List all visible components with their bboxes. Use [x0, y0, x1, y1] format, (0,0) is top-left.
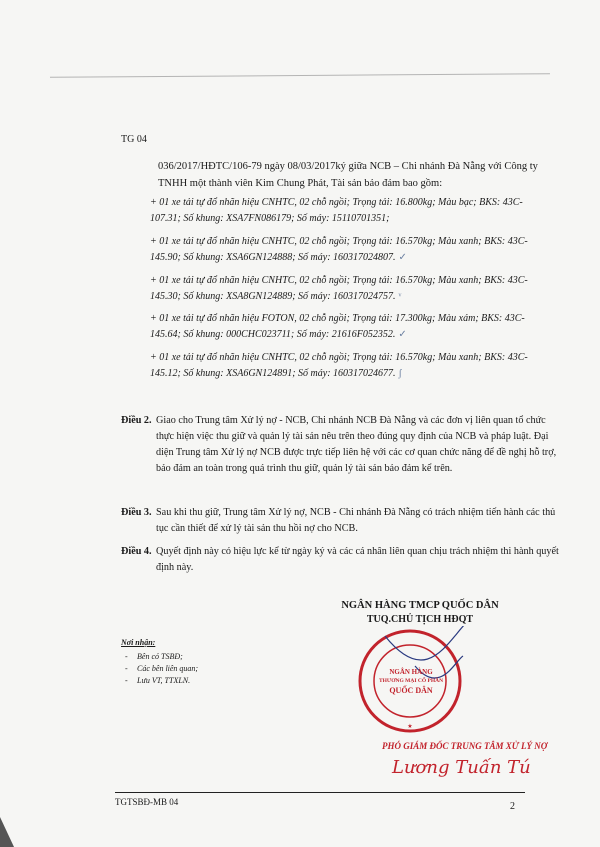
- signature-bank-name: NGÂN HÀNG TMCP QUỐC DÂN: [341, 600, 499, 611]
- recipient-item: - Lưu VT, TTXLN.: [121, 675, 198, 687]
- asset-text: + 01 xe tải tự đổ nhãn hiệu CNHTC, 02 chỗ ngồi; Trọng tải: 16.570kg; Màu xanh; BKS: 43C-145.30; Số khung: XSA8GN124889; Số máy: 160317024757.: [150, 275, 528, 302]
- seal-text: [376, 668, 446, 695]
- check-mark-icon: ᵛ: [398, 290, 402, 302]
- page-number: 2: [510, 801, 515, 812]
- recipients-block: [121, 637, 198, 687]
- recipient-item: - Bên có TSBĐ;: [121, 651, 198, 663]
- footer-code: TGTSBĐ-MB 04: [115, 797, 179, 807]
- asset-text: + 01 xe tải tự đổ nhãn hiệu CNHTC, 02 chỗ ngồi; Trọng tải: 16.800kg; Màu bạc; BKS: 43C-107.31; Số khung: XSA7FN086179; Số máy: 15110701351;: [150, 197, 523, 224]
- asset-text: + 01 xe tải tự đổ nhãn hiệu CNHTC, 02 chỗ ngồi; Trọng tải: 16.570kg; Màu xanh; BKS: 43C-145.12; Số khung: XSA6GN124891; Số máy: 160317024677.: [150, 352, 528, 379]
- scan-artifact-line: [50, 73, 550, 83]
- seal-text-line: THƯƠNG MẠI CỔ PHẦN: [378, 678, 444, 684]
- asset-item: [150, 195, 550, 226]
- signer-name: Lương Tuấn Tú: [392, 757, 531, 778]
- asset-item: [150, 311, 550, 342]
- signer-title: PHÓ GIÁM ĐỐC TRUNG TÂM XỬ LÝ NỢ: [382, 741, 548, 751]
- asset-item: [150, 273, 550, 304]
- asset-text: + 01 xe tải tự đổ nhãn hiệu CNHTC, 02 chỗ ngồi; Trọng tải: 16.570kg; Màu xanh; BKS: 43C-145.90; Số khung: XSA6GN124888; Số máy: 160317024807.: [150, 236, 528, 263]
- recipients-title: Nơi nhận:: [121, 638, 156, 647]
- footer-divider: [115, 792, 525, 793]
- check-mark-icon: ✓: [398, 251, 407, 263]
- article-text: Quyết định này có hiệu lực kể từ ngày ký và các cá nhân liên quan chịu trách nhiệm thi hành quyết định này.: [156, 546, 559, 573]
- asset-item: [150, 234, 550, 265]
- article-3: [121, 505, 561, 537]
- page-corner-shadow: [0, 817, 14, 847]
- asset-text: + 01 xe tải tự đổ nhãn hiệu FOTON, 02 chỗ ngồi; Trọng tải: 17.300kg; Màu xám; BKS: 43C-145.64; Số khung: 000CHC023711; Số máy: 21616F052352.: [150, 313, 525, 340]
- article-label: Điều 2.: [121, 415, 152, 426]
- article-text: Giao cho Trung tâm Xử lý nợ - NCB, Chi nhánh NCB Đà Nẵng và các đơn vị liên quan tổ chức thực hiện việc thu giữ và quản lý tài sản nêu trên theo đúng quy định của NCB và pháp luật. Đại diện Trung tâm Xử lý nợ NCB được trực tiếp liên hệ với các cơ quan chức năng để đề nghị hỗ trợ, bảo đảm an toàn trong quá trình thu giữ, quản lý tài sản bảo đảm kể trên.: [156, 415, 557, 474]
- article-label: Điều 4.: [121, 546, 152, 557]
- recipient-item: - Các bên liên quan;: [121, 663, 198, 675]
- asset-item: [150, 350, 550, 381]
- article-text: Sau khi thu giữ, Trung tâm Xử lý nợ, NCB - Chi nhánh Đà Nẵng có trách nhiệm tiến hành các thủ tục cần thiết để xử lý tài sản thu hồi nợ cho NCB.: [156, 507, 556, 534]
- article-label: Điều 3.: [121, 507, 152, 518]
- svg-text:★: ★: [407, 723, 413, 730]
- signature-role: TUQ.CHỦ TỊCH HĐQT: [366, 614, 474, 625]
- seal-text-line: QUỐC DÂN: [389, 686, 433, 695]
- header-code: TG 04: [121, 134, 147, 145]
- seal-text-line: NGÂN HÀNG: [389, 668, 433, 676]
- article-2: [121, 413, 561, 477]
- article-4: [121, 544, 561, 576]
- check-mark-icon: ✓: [398, 328, 407, 340]
- intro-paragraph: 036/2017/HĐTC/106-79 ngày 08/03/2017ký giữa NCB – Chi nhánh Đà Nẵng với Công ty TNHH một thành viên Kim Chung Phát, Tài sản bảo đảm bao gồm:: [158, 161, 538, 189]
- check-mark-icon: ʃ: [398, 367, 402, 379]
